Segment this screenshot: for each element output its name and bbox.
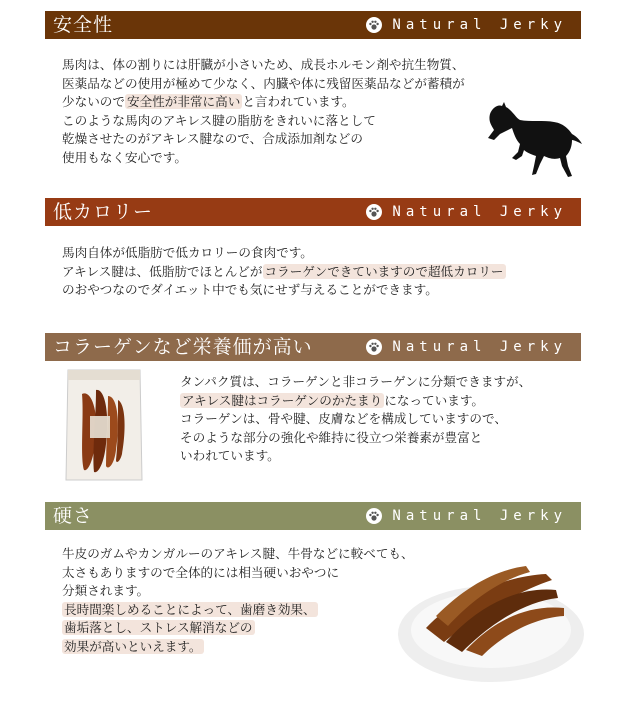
text-line bbox=[62, 93, 465, 112]
highlighted-text: コラーゲンできていますので超低カロリー bbox=[264, 263, 504, 279]
text-line bbox=[62, 149, 465, 168]
text-line bbox=[180, 392, 531, 411]
text-line bbox=[62, 56, 465, 75]
paw-icon bbox=[366, 508, 382, 524]
brand-label bbox=[366, 16, 567, 34]
text-line bbox=[180, 410, 531, 429]
text-line bbox=[62, 545, 414, 564]
section-title: 硬さ bbox=[53, 505, 94, 527]
paw-icon bbox=[366, 17, 382, 33]
horse-silhouette bbox=[482, 100, 584, 180]
text-line bbox=[62, 244, 506, 263]
product-package-image bbox=[62, 366, 146, 484]
text-segment: 馬肉は、体の割りには肝臓が小さいため、成長ホルモン剤や抗生物質、 bbox=[62, 57, 465, 72]
brand-text: Natural Jerky bbox=[392, 204, 567, 220]
text-segment: 太さもありますので全体的には相当硬いおやつに bbox=[62, 564, 340, 580]
highlighted-text: 長時間楽しめることによって、歯磨き効果、 bbox=[64, 601, 316, 617]
text-segment: になっています。 bbox=[384, 392, 484, 408]
text-segment: と言われています。 bbox=[242, 94, 355, 109]
text-line bbox=[62, 582, 414, 601]
text-segment: 馬肉自体が低脂肪で低カロリーの食肉です。 bbox=[62, 245, 313, 260]
text-segment: 少ないので bbox=[62, 94, 125, 109]
jerky-plate-image bbox=[396, 556, 586, 686]
brand-text: Natural Jerky bbox=[392, 17, 567, 33]
brand-label bbox=[366, 507, 567, 525]
text-segment: タンパク質は、コラーゲンと非コラーゲンに分類できますが、 bbox=[180, 374, 532, 389]
text-segment: 乾燥させたのがアキレス腱なので、合成添加剤などの bbox=[62, 131, 363, 146]
brand-text: Natural Jerky bbox=[392, 508, 567, 524]
banner-nutrition bbox=[45, 333, 581, 361]
text-segment: このような馬肉のアキレス腱の脂肪をきれいに落として bbox=[62, 112, 376, 128]
highlighted-text: 安全性が非常に高い bbox=[126, 94, 241, 109]
section-text-safety bbox=[62, 56, 465, 167]
text-segment: いわれています。 bbox=[180, 448, 280, 463]
text-segment: 牛皮のガムやカンガルーのアキレス腱、牛骨などに較べても、 bbox=[62, 546, 414, 561]
text-segment: そのような部分の強化や維持に役立つ栄養素が豊富と bbox=[180, 429, 483, 445]
section-title: 安全性 bbox=[53, 14, 114, 36]
brand-label bbox=[366, 203, 567, 221]
text-segment: のおやつなのでダイエット中でも気にせず与えることができます。 bbox=[62, 282, 438, 297]
highlighted-text: 歯垢落とし、ストレス解消などの bbox=[64, 620, 253, 635]
brand-text: Natural Jerky bbox=[392, 339, 567, 355]
text-line bbox=[180, 447, 531, 466]
highlighted-text: アキレス腱はコラーゲンのかたまり bbox=[182, 392, 383, 408]
section-text-hardness bbox=[62, 545, 414, 656]
section-title: コラーゲンなど栄養価が高い bbox=[53, 336, 313, 358]
section-text-nutrition bbox=[180, 373, 531, 466]
text-line bbox=[62, 619, 414, 638]
banner-low-calorie bbox=[45, 198, 581, 226]
text-segment: コラーゲンは、骨や腱、皮膚などを構成していますので、 bbox=[180, 411, 507, 426]
text-line bbox=[62, 130, 465, 149]
banner-hardness bbox=[45, 502, 581, 530]
section-title: 低カロリー bbox=[53, 201, 154, 223]
paw-icon bbox=[366, 339, 382, 355]
text-segment: 医薬品などの使用が極めて少なく、内臓や体に残留医薬品などが蓄積が bbox=[62, 75, 465, 91]
paw-icon bbox=[366, 204, 382, 220]
text-line bbox=[62, 75, 465, 94]
text-line bbox=[180, 373, 531, 392]
text-line bbox=[62, 638, 414, 657]
text-line bbox=[62, 263, 506, 282]
section-text-low-calorie bbox=[62, 244, 506, 300]
highlighted-text: 効果が高いといえます。 bbox=[64, 638, 202, 654]
text-segment: アキレス腱は、低脂肪でほとんどが bbox=[62, 263, 263, 279]
text-line bbox=[62, 564, 414, 583]
text-line bbox=[62, 281, 506, 300]
text-line bbox=[180, 429, 531, 448]
brand-label bbox=[366, 338, 567, 356]
text-segment: 分類されます。 bbox=[62, 583, 150, 598]
banner-safety bbox=[45, 11, 581, 39]
text-line bbox=[62, 601, 414, 620]
text-segment: 使用もなく安心です。 bbox=[62, 149, 187, 165]
text-line bbox=[62, 112, 465, 131]
